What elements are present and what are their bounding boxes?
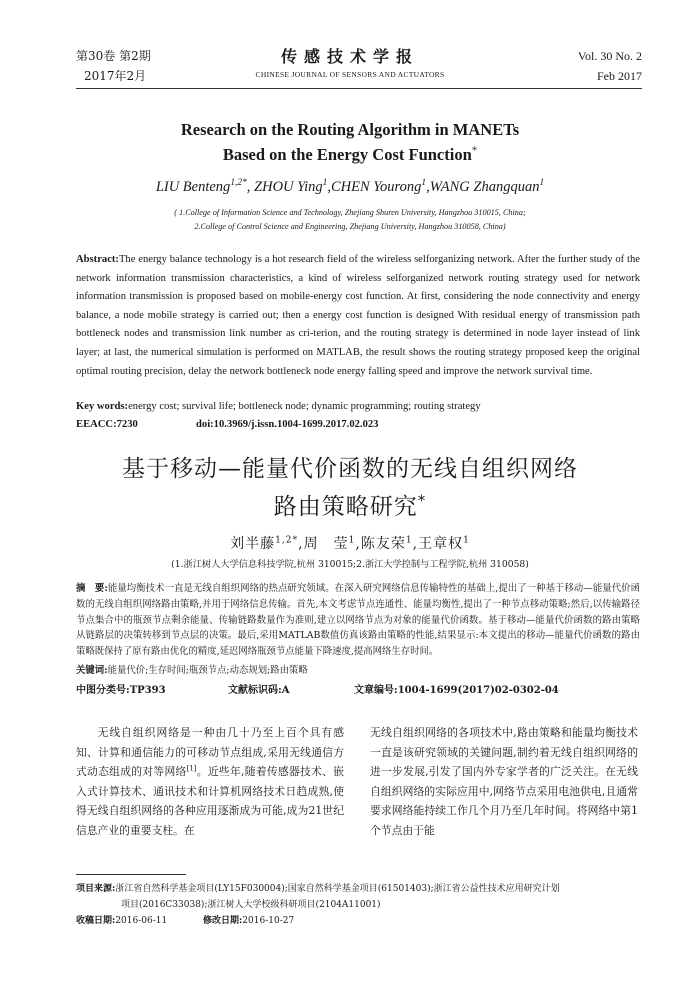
author-name: 陈友荣 [360,536,406,552]
author-sup: 1,2* [230,178,247,189]
english-title-line1: Research on the Routing Algorithm in MANETs [180,120,520,139]
author-name: CHEN Yourong [330,179,422,195]
author-sup: 1 [421,178,427,189]
issue-cn: 第30卷 第2期 [76,49,151,63]
keywords-text: energy cost; survival life; bottleneck node; dynamic programming; routing strategy [128,401,481,412]
revised-label: 修改日期: [202,916,243,926]
clc-number: 中图分类号:TP393 [76,685,166,696]
abstract-label: Abstract: [76,254,119,265]
chinese-title-line2-text: 路由策略研究 [273,494,418,520]
date-cn: 2017年2月 [84,69,147,83]
revised-date: 2016-10-27 [242,916,295,926]
footnote [76,881,640,929]
english-title-line2 [60,142,640,167]
english-title-line2-text: Based on the Energy Cost Function [222,145,472,164]
author-name: ZHOU Ying [254,179,323,195]
chinese-abstract-label: 摘 要: [76,583,108,594]
title-footnote-mark: * [471,144,478,157]
author-sup: 1 [348,535,356,546]
document-code: 文献标识码:A [228,685,290,696]
chinese-keywords-label: 关键词: [76,665,108,676]
body-right-column: 无线自组织网络的各项技术中,路由策略和能量均衡技术一直是该研究领域的关键问题,制约着无线自组织网络的进一步发展,引发了国内外专家学者的广泛关注。在无线自组织网络的实际应用中,网络节点采用电池供电,且通常要求网络能持续工作几个月乃至几年时间。将网络中第1个节点由于能 [370,726,638,837]
dates-line [76,913,640,929]
author-sup: 1 [322,178,328,189]
english-abstract [76,251,640,381]
author-name: 周 莹 [303,536,349,552]
affiliation-2: 2.College of Control Science and Engineering, Zhejiang University, Hangzhou 310058, China) [194,222,506,231]
chinese-abstract [76,581,640,660]
chinese-title-mark: * [417,491,427,510]
chinese-title [40,450,660,526]
chinese-keywords [76,662,640,676]
abstract-text: The energy balance technology is a hot research field of the wireless selforganizing network. After the further study of the network information transmission characteristics, a kind of wireless selforganized network routing strategy used for network information transmission is proposed based on mobile-energy cost function. At first, considering the node connectivity and energy balance, a node mobile strategy is carried out; then a energy cost function is designed With residual energy of transmission path bottleneck nodes and transmission link number as cri-terion, and the routing strategy is determined in node layer instead of link layer; at last, the numerical simulation is performed on MATLAB, the result shows the routing strategy proposed keep the original optimal routing precision, delay the network bottleneck node energy falling speed and improve the network survival time. [76,254,640,377]
english-affiliations [60,206,640,234]
article-number: 文章编号:1004-1699(2017)02-0302-04 [354,685,559,696]
chinese-affiliation: (1.浙江树人大学信息科技学院,杭州 310015;2.浙江大学控制与工程学院,杭州 310058) [171,559,529,570]
keywords-label: Key words: [76,401,129,412]
author-name: LIU Benteng [155,179,231,195]
doi [196,419,378,430]
chinese-keywords-text: 能量代价;生存时间;瓶颈节点;动态规划;路由策略 [107,665,308,676]
header-rule [76,88,642,89]
footnote-rule [76,874,186,875]
citation-ref[interactable]: [1] [186,763,197,773]
received-date: 2016-06-11 [115,916,168,926]
funding-label: 项目来源: [76,884,116,894]
header-right [578,46,642,86]
journal-name-cn: 传感技术学报 [280,47,419,66]
chinese-title-line2 [40,488,660,526]
author-name: WANG Zhangquan [429,179,540,195]
english-title [60,117,640,167]
author-sup: 1 [463,535,470,546]
body-left-text: 无线自组织网络是一种由几十乃至上百个具有感知、计算和通信能力的可移动节点组成,采用无线通信方式动态组成的对等网络 [76,726,344,779]
doi-text: doi:10.3969/j.issn.1004-1699.2017.02.023 [196,419,379,430]
affiliation-1: ( 1.College of Information Science and Technology, Zhejiang Shuren University, Hangzhou 310015, China; [174,208,526,217]
eeacc-code: EEACC:7230 [76,419,138,430]
issue-en: Vol. 30 No. 2 [577,49,642,63]
author-name: 王章权 [418,536,464,552]
author-name: 刘半藤 [230,536,276,552]
chinese-abstract-text: 能量均衡技术一直是无线自组织网络的热点研究领域。在深入研究网络信息传输特性的基础上,提出了一种基于移动—能量代价函数的无线自组织网络路由策略,并用于网络信息传输。首先,本文考虑节点连通性、能量均衡性,提出了一种节点移动策略;然后,以传输路径节点集合中的瓶颈节点剩余能量、传输链路数量作为准则,建立以网络节点为对象的能量代价函数。基于移动—能量代价函数的路由策略从链路层的决策转移到节点层的决策。最后,采用MATLAB数值仿真该路由策略的性能,结果显示:本文提出的移动—能量代价函数的路由策略既保持了原有路由优化的精度,延迟网络瓶颈节点能量下降速度,提高网络生存时间。 [76,583,640,658]
funding-line [76,881,640,897]
journal-name-en: CHINESE JOURNAL OF SENSORS AND ACTUATORS [255,70,445,79]
body-left-text-rest: 。近些年,随着传感器技术、嵌入式计算技术、通讯技术和计算机网络技术日趋成熟,使得无线自组织网络的各种应用逐渐成为可能,成为21世纪信息产业的重要支柱。在 [76,765,345,837]
author-sup: 1 [539,178,545,189]
received-label: 收稿日期: [76,916,116,926]
author-sup: 1,2* [275,535,299,546]
english-keywords [76,401,640,412]
chinese-authors: 刘半藤$^{1,2*}$,周 莹$^1$,陈友荣$^1$,王章权$^1$ [230,535,470,552]
date-en: Feb 2017 [597,69,642,83]
funding-text-2: 项目(2016C33038);浙江树人大学校级科研项目(2104A11001) [121,900,381,910]
body-left-column [76,723,344,841]
english-authors: LIU Benteng$^{1,2*}$, ZHOU Ying$^1$,CHEN Yourong$^1$,WANG Zhangquan$^1$ [155,178,545,195]
funding-text-1: 浙江省自然科学基金项目(LY15F030004);国家自然科学基金项目(61501403);浙江省公益性技术应用研究计划 [115,884,560,894]
chinese-title-line1: 基于移动—能量代价函数的无线自组织网络 [122,456,578,482]
author-sup: 1 [405,535,413,546]
